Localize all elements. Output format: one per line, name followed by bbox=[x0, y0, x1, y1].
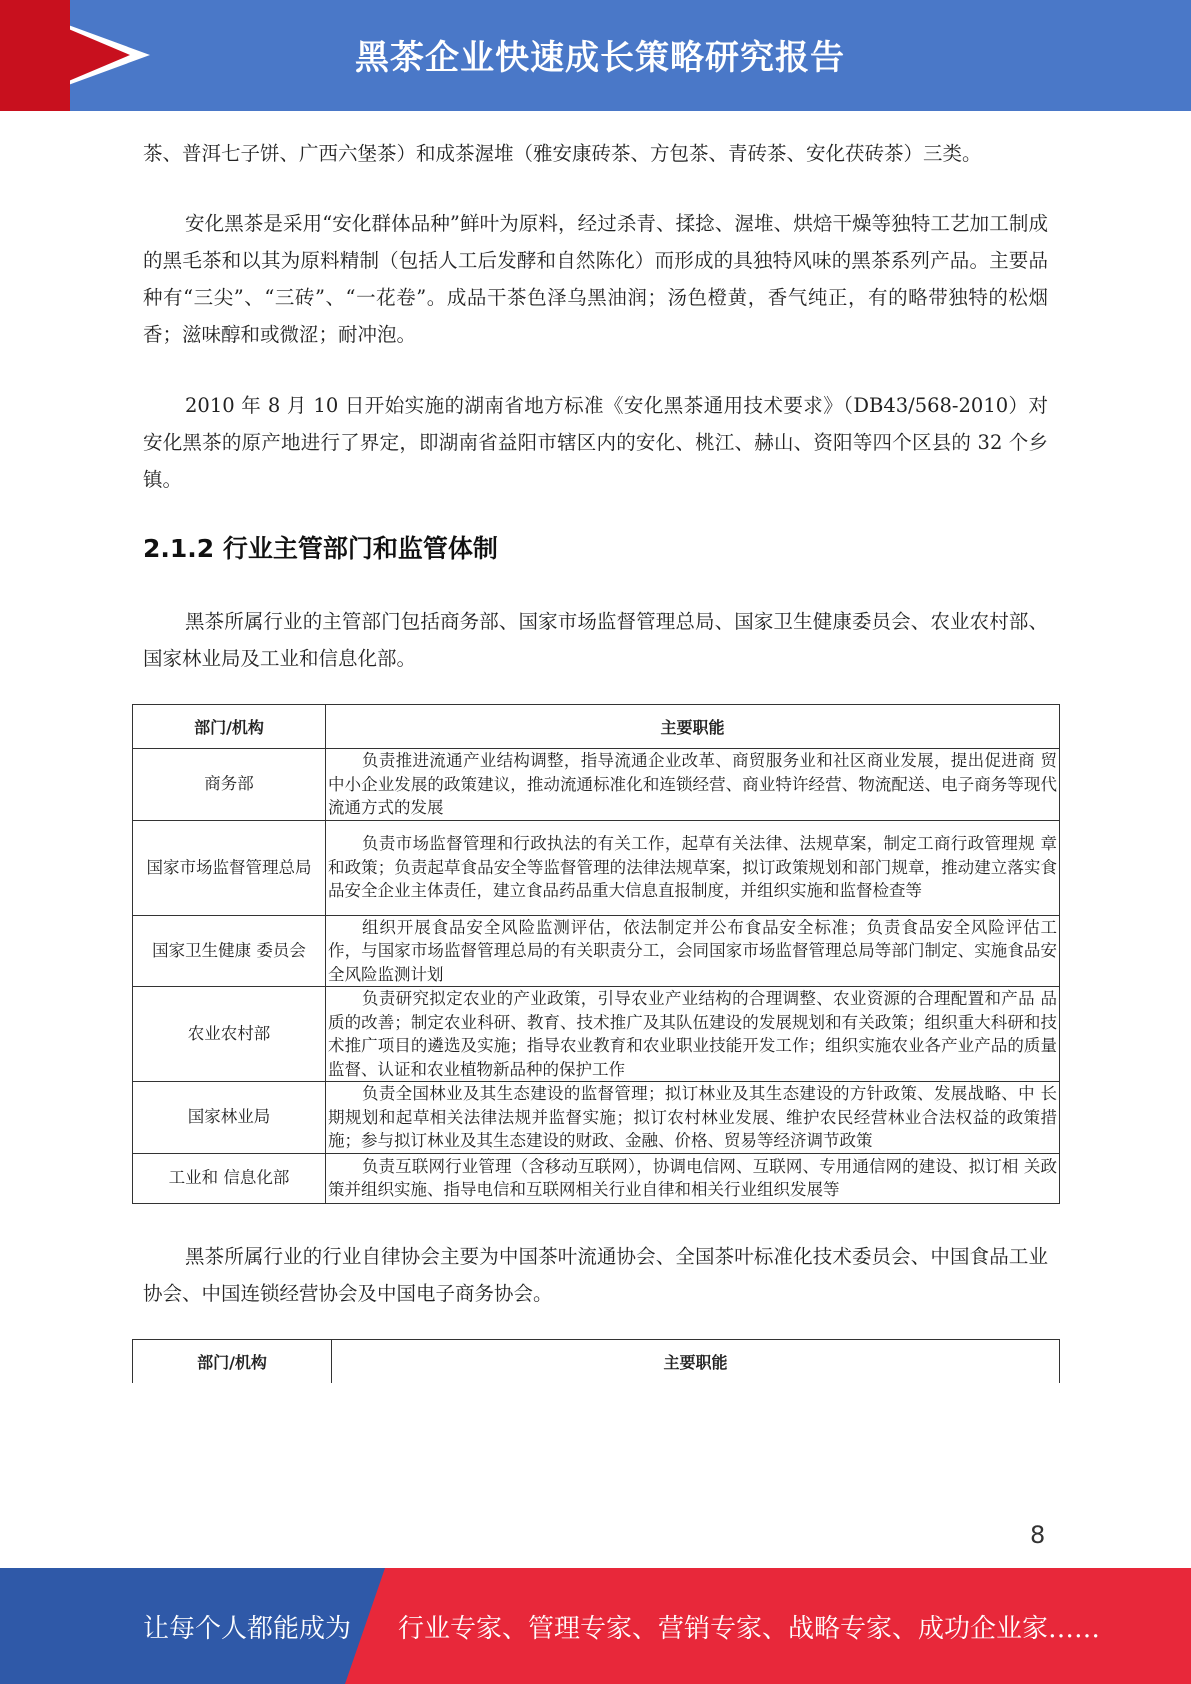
table-header-row bbox=[133, 705, 1060, 749]
header-red-block bbox=[0, 0, 70, 111]
function-text: 负责市场监督管理和行政执法的有关工作，起草有关法律、法规草案，制定工商行政管理规 章和政策；负责起草食品安全等监督管理的法律法规草案，拟订政策规划和部门规章，推动建立落实食品安全企业主体责任，建立食品药品重大信息直报制度，并组织实施和监督检查等 bbox=[328, 834, 1057, 901]
function-text: 负责推进流通产业结构调整，指导流通企业改革、商贸服务业和社区商业发展，提出促进商 贸中小企业发展的政策建议，推动流通标准化和连锁经营、商业特许经营、物流配送、电子商务等现代流通方式的发展 bbox=[328, 751, 1057, 817]
table-header-row bbox=[133, 1340, 1060, 1384]
dept-cell: 商务部 bbox=[133, 749, 326, 821]
function-text: 组织开展食品安全风险监测评估，依法制定并公布食品安全标准；负责食品安全风险评估工 作，与国家市场监督管理总局的有关职责分工，会同国家市场监督管理总局等部门制定、实施食品安全风险监测计划 bbox=[328, 917, 1057, 984]
dept-cell: 工业和 信息化部 bbox=[133, 1153, 326, 1203]
paragraph-origin-standard: 2010 年 8 月 10 日开始实施的湖南省地方标准《安化黑茶通用技术要求》（DB43/568-2010）对安化黑茶的原产地进行了界定，即湖南省益阳市辖区内的安化、桃江、赫山、资阳等四个区县的 32 个乡镇。 bbox=[143, 394, 1048, 491]
function-cell bbox=[326, 915, 1060, 987]
associations-table bbox=[132, 1339, 1060, 1383]
function-cell bbox=[326, 1082, 1060, 1154]
table-row bbox=[133, 915, 1060, 987]
table-header-dept: 部门/机构 bbox=[133, 705, 326, 749]
footer-slogan-right: 行业专家、管理专家、营销专家、战略专家、成功企业家…… bbox=[398, 1614, 1101, 1644]
regulators-table bbox=[132, 704, 1060, 1204]
dept-cell: 国家林业局 bbox=[133, 1082, 326, 1154]
table-row bbox=[133, 820, 1060, 915]
dept-cell: 农业农村部 bbox=[133, 987, 326, 1082]
function-cell bbox=[326, 749, 1060, 821]
table-row bbox=[133, 749, 1060, 821]
table-header-dept: 部门/机构 bbox=[133, 1340, 332, 1384]
function-text: 负责研究拟定农业的产业政策，引导农业产业结构的合理调整、农业资源的合理配置和产品 品质的改善；制定农业科研、教育、技术推广及其队伍建设的发展规划和有关政策；组织重大科研和技术推广项目的遴选及实施；指导农业教育和农业职业技能开发工作；组织实施农业各产业产品的质量监督、认证和农业植物新品种的保护工作 bbox=[328, 989, 1057, 1079]
paragraph-associations: 黑茶所属行业的行业自律协会主要为中国茶叶流通协会、全国茶叶标准化技术委员会、中国食品工业协会、中国连锁经营协会及中国电子商务协会。 bbox=[143, 1245, 1048, 1305]
table-row bbox=[133, 987, 1060, 1082]
footer-slogan-left: 让每个人都能成为 bbox=[143, 1614, 352, 1644]
report-title: 黑茶企业快速成长策略研究报告 bbox=[355, 38, 845, 78]
page-number: 8 bbox=[1030, 1521, 1046, 1549]
table-row bbox=[133, 1082, 1060, 1154]
paragraph-regulators: 黑茶所属行业的主管部门包括商务部、国家市场监督管理总局、国家卫生健康委员会、农业农村部、国家林业局及工业和信息化部。 bbox=[143, 610, 1048, 670]
page-footer bbox=[0, 1568, 1191, 1684]
table-header-function: 主要职能 bbox=[326, 705, 1060, 749]
dept-cell: 国家市场监督管理总局 bbox=[133, 820, 326, 915]
function-text: 负责互联网行业管理（含移动互联网），协调电信网、互联网、专用通信网的建设、拟订相 关政策并组织实施、指导电信和互联网相关行业自律和相关行业组织发展等 bbox=[328, 1156, 1057, 1199]
function-cell bbox=[326, 820, 1060, 915]
function-cell bbox=[326, 987, 1060, 1082]
paragraph-tea-types: 茶、普洱七子饼、广西六堡茶）和成茶渥堆（雅安康砖茶、方包茶、青砖茶、安化茯砖茶）三类。 bbox=[143, 142, 982, 165]
function-cell bbox=[326, 1153, 1060, 1203]
table-row bbox=[133, 1153, 1060, 1203]
page-header bbox=[0, 0, 1191, 111]
function-text: 负责全国林业及其生态建设的监督管理；拟订林业及其生态建设的方针政策、发展战略、中 长期规划和起草相关法律法规并监督实施；拟订农村林业发展、维护农民经营林业合法权益的政策措施；参与拟订林业及其生态建设的财政、金融、价格、贸易等经济调节政策 bbox=[328, 1084, 1057, 1150]
section-heading: 2.1.2 行业主管部门和监管体制 bbox=[143, 534, 498, 563]
paragraph-anhua-dark-tea: 安化黑茶是采用“安化群体品种”鲜叶为原料，经过杀青、揉捻、渥堆、烘焙干燥等独特工艺加工制成的黑毛茶和以其为原料精制（包括人工后发酵和自然陈化）而形成的具独特风味的黑茶系列产品。主要品种有“三尖”、“三砖”、“一花卷”。成品干茶色泽乌黑油润；汤色橙黄，香气纯正，有的略带独特的松烟香；滋味醇和或微涩；耐冲泡。 bbox=[143, 212, 1048, 346]
table-header-function: 主要职能 bbox=[332, 1340, 1060, 1384]
dept-cell: 国家卫生健康 委员会 bbox=[133, 915, 326, 987]
